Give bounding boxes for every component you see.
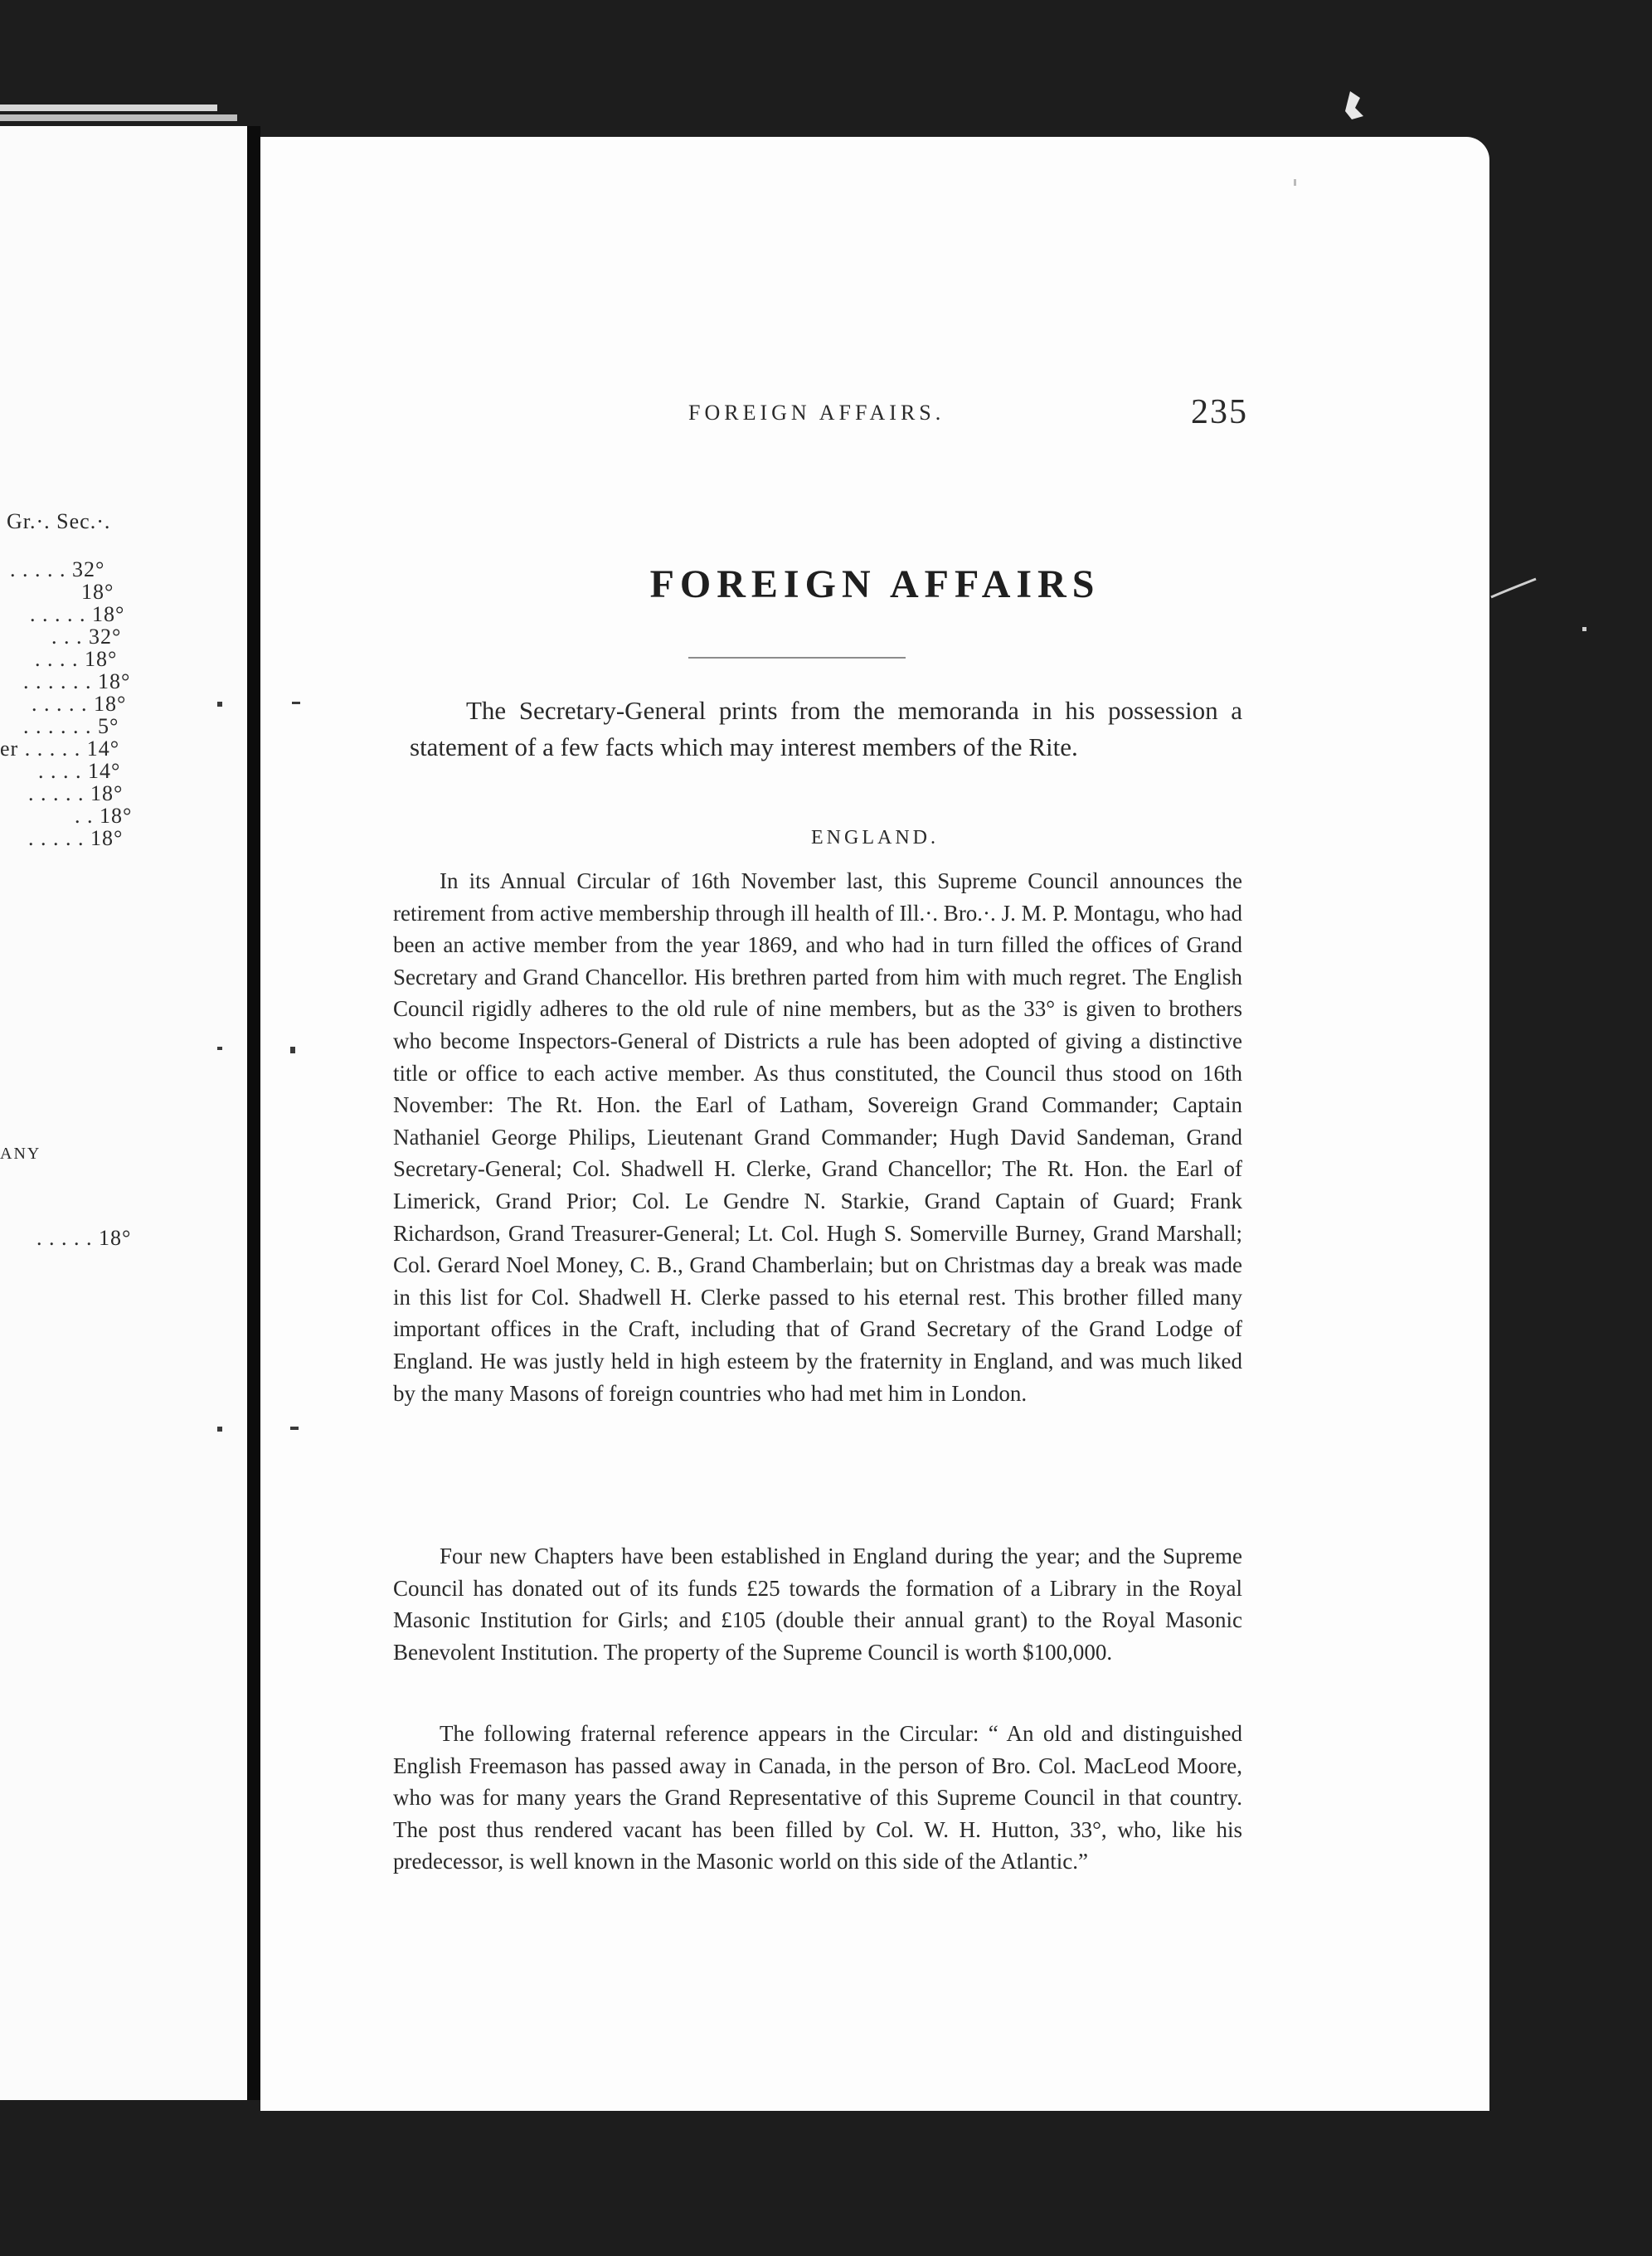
scan-speck — [292, 702, 300, 704]
page-edge — [0, 114, 237, 121]
scan-speck — [290, 1427, 299, 1430]
facing-row: . . . . . 18° — [30, 602, 125, 626]
facing-row: . . . . . 18° — [32, 692, 127, 716]
book-page — [260, 137, 1489, 2111]
facing-page — [0, 126, 247, 2100]
facing-row: 18° — [81, 580, 114, 604]
facing-row: . . . . . 18° — [36, 1226, 132, 1250]
facing-page-header: Gr.·. Sec.·. — [7, 509, 111, 533]
running-head: FOREIGN AFFAIRS. — [688, 401, 945, 425]
facing-row: . . . . . 32° — [10, 557, 105, 581]
section-heading: ENGLAND. — [811, 827, 939, 848]
book-spine — [247, 126, 260, 2100]
facing-row: er . . . . . 14° — [0, 737, 120, 761]
facing-row: . . . . . . 5° — [23, 714, 119, 738]
facing-row: . . . . . . 18° — [23, 669, 131, 693]
scan-speck — [217, 1047, 222, 1050]
facing-row: . . . 32° — [51, 625, 122, 649]
page-number: 235 — [1191, 393, 1248, 431]
page-edge — [0, 105, 217, 111]
facing-row: . . . . . 18° — [28, 781, 124, 805]
facing-row: . . . . 14° — [38, 759, 121, 783]
body-paragraph: The following fraternal reference appears in the Circular: “ An old and distinguished English Freemason has passed away in Canada, in the person of Bro. Col. MacLeod Moore, who was for many years the Grand Representative of this Supreme Council in that country. The post thus rendered vacant has been filled by Col. W. H. Hutton, 33°, who, like his predecessor, is well known in the Masonic world on this side of the Atlantic.” — [393, 1721, 1242, 1874]
intro-paragraph: The Secretary-General prints from the memoranda in his possession a statement of a few facts which may interest members of the Rite. — [410, 696, 1242, 761]
scan-speck — [1489, 572, 1539, 605]
facing-row: . . 18° — [75, 804, 133, 828]
page-title: FOREIGN AFFAIRS — [649, 562, 1101, 606]
facing-row: . . . . 18° — [35, 647, 118, 671]
body-paragraph: In its Annual Circular of 16th November last, this Supreme Council announces the retirement from active membership through ill health of Ill.·. Bro.·. J. M. P. Montagu, who had been an active member from the year 1869, and who had in turn filled the offices of Grand Secretary and Grand Chancellor. His brethren parted from him with much regret. The English Council rigidly adheres to the old rule of nine members, but as the 33° is given to brothers who become Inspectors-General of Districts a rule has been adopted of giving a distinctive title or office to each active member. As thus constituted, the Council thus stood on 16th November: The Rt. Hon. the Earl of Latham, Sovereign Grand Commander; Captain Nathaniel George Philips, Lieutenant Grand Commander; Hugh David Sandeman, Grand Secretary-General; Col. Shadwell H. Clerke, Grand Chancellor; The Rt. Hon. the Earl of Limerick, Grand Prior; Col. Le Gendre N. Starkie, Grand Captain of Guard; Frank Richardson, Grand Treasurer-General; Lt. Col. Hugh S. Somerville Burney, Grand Marshall; Col. Gerard Noel Money, C. B., Grand Chamberlain; but on Christmas day a break was made in this list for Col. Shadwell H. Clerke passed to his eternal rest. This brother filled many important offices in the Craft, including that of Grand Secretary of the Grand Lodge of England. He was justly held in high esteem by the fraternity in England, and was much liked by the many Masons of foreign countries who had met him in London. — [393, 868, 1242, 1406]
title-divider — [688, 657, 906, 659]
scan-speck — [290, 1047, 295, 1053]
body-paragraph: Four new Chapters have been established in England during the year; and the Supreme Council has donated out of its funds £25 towards the formation of a Library in the Royal Masonic Institution for Girls; and £105 (double their annual grant) to the Royal Masonic Benevolent Institution. The property of the Supreme Council is worth $100,000. — [393, 1544, 1242, 1665]
scan-speck — [1294, 179, 1296, 186]
facing-row: . . . . . 18° — [28, 826, 124, 850]
scan-speck — [1327, 83, 1377, 133]
facing-label: ANY — [0, 1145, 41, 1163]
scan-speck — [1582, 627, 1586, 631]
scan-speck — [217, 702, 222, 707]
scan-speck — [217, 1427, 222, 1432]
